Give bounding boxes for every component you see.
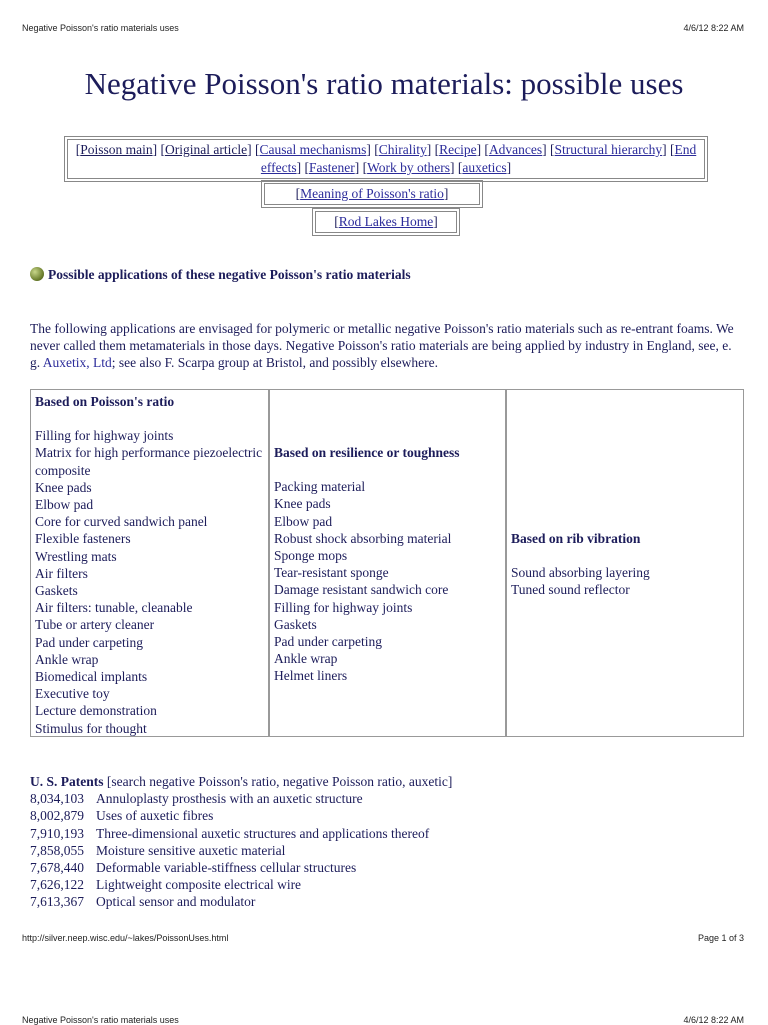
patent-row <box>30 807 750 824</box>
meaning-link[interactable]: Meaning of Poisson's ratio <box>300 186 444 201</box>
patent-number: 8,034,103 <box>30 791 84 807</box>
application-item: Elbow pad <box>35 497 94 513</box>
header-doc-title: Negative Poisson's ratio materials uses <box>22 23 179 33</box>
application-item: Tear-resistant sponge <box>274 565 389 581</box>
application-item: Air filters: tunable, cleanable <box>35 600 193 616</box>
application-item: Robust shock absorbing material <box>274 530 452 546</box>
application-item: Knee pads <box>35 479 92 495</box>
application-item: Gaskets <box>35 583 78 599</box>
intro-text-end: ; see also F. Scarpa group at Bristol, and possibly elsewhere. <box>111 355 438 370</box>
nav-link-chirality[interactable]: Chirality <box>378 142 427 157</box>
application-item: Packing material <box>274 479 366 495</box>
application-item: Matrix for high performance piezoelectric composite <box>35 445 263 478</box>
patents-title: U. S. Patents <box>30 774 104 789</box>
application-item: Wrestling mats <box>35 548 117 564</box>
nav-link-auxetics[interactable]: auxetics <box>462 160 507 175</box>
patents-heading-line <box>30 773 750 790</box>
nav-link-advances[interactable]: Advances <box>488 142 543 157</box>
application-list <box>274 478 501 684</box>
nav-link-end-effects[interactable]: End effects <box>260 142 697 175</box>
patent-row <box>30 876 750 893</box>
patent-row <box>30 893 750 910</box>
patent-number: 7,626,122 <box>30 877 84 893</box>
patent-row <box>30 859 750 876</box>
patent-number: 7,678,440 <box>30 860 84 876</box>
application-item: Tube or artery cleaner <box>35 617 155 633</box>
page-title: Negative Poisson's ratio materials: possible uses <box>84 66 684 101</box>
patent-title: Three-dimensional auxetic structures and applications thereof <box>96 825 430 841</box>
home-link-box: [Rod Lakes Home] <box>315 211 457 233</box>
patent-list <box>30 790 750 910</box>
nav-link-original-article[interactable]: Original article <box>165 142 248 157</box>
application-item: Knee pads <box>274 496 331 512</box>
application-item: Gaskets <box>274 616 317 632</box>
nav-link-poisson-main[interactable]: Poisson main <box>80 142 153 157</box>
patent-title: Moisture sensitive auxetic material <box>96 842 286 858</box>
patent-row <box>30 825 750 842</box>
application-item: Filling for highway joints <box>35 428 174 444</box>
application-list <box>35 427 264 737</box>
application-item: Flexible fasteners <box>35 531 131 547</box>
application-list <box>511 564 739 598</box>
patent-row <box>30 790 750 807</box>
applications-column-poisson <box>30 389 269 737</box>
application-item: Pad under carpeting <box>274 634 382 650</box>
nav-link-recipe[interactable]: Recipe <box>439 142 477 157</box>
patent-title: Lightweight composite electrical wire <box>96 877 302 893</box>
application-item: Core for curved sandwich panel <box>35 514 208 530</box>
application-item: Damage resistant sandwich core <box>274 582 449 598</box>
auxetix-link[interactable]: Auxetix, Ltd <box>42 355 112 370</box>
next-page-datetime: 4/6/12 8:22 AM <box>683 1015 744 1025</box>
column-heading: Based on resilience or toughness <box>274 445 460 460</box>
patent-number: 7,858,055 <box>30 842 84 858</box>
nav-link-fastener[interactable]: Fastener <box>308 160 355 175</box>
application-item: Helmet liners <box>274 668 348 684</box>
intro-paragraph <box>30 320 742 371</box>
patent-title: Annuloplasty prosthesis with an auxetic structure <box>96 791 363 807</box>
patents-section <box>30 773 750 911</box>
applications-column-toughness <box>269 389 506 737</box>
home-link[interactable]: Rod Lakes Home <box>338 214 434 229</box>
application-item: Sponge mops <box>274 548 348 564</box>
intro-text: The following applications are envisaged for polymeric or metallic negative Poisson's ratio materials such as re-entrant foams. We never called them metamaterials in those days. Negative Poisson's ratio materials are being applied by industry in England, see, e. g. <box>30 321 734 370</box>
patent-number: 7,613,367 <box>30 894 84 910</box>
nav-links-box: [Poisson main] [Original article] [Causal mechanisms] [Chirality] [Recipe] [Advances] [Structural hierarchy] [End effects] [Fastener] [Work by others] [auxetics] <box>67 139 705 179</box>
applications-table <box>30 389 746 739</box>
nav-link-work-by-others[interactable]: Work by others <box>367 160 450 175</box>
patent-number: 8,002,879 <box>30 808 84 824</box>
footer-url: http://silver.neep.wisc.edu/~lakes/PoissonUses.html <box>22 933 229 943</box>
applications-column-rib-vibration <box>506 389 744 737</box>
application-item: Biomedical implants <box>35 669 148 685</box>
application-item: Elbow pad <box>274 513 333 529</box>
section-heading-text: Possible applications of these negative Poisson's ratio materials <box>48 267 411 282</box>
application-item: Sound absorbing layering <box>511 565 650 581</box>
application-item: Filling for highway joints <box>274 599 413 615</box>
nav-link-structural-hierarchy[interactable]: Structural hierarchy <box>554 142 663 157</box>
patent-number: 7,910,193 <box>30 825 84 841</box>
header-datetime: 4/6/12 8:22 AM <box>683 23 744 33</box>
application-item: Lecture demonstration <box>35 703 157 719</box>
application-item: Tuned sound reflector <box>511 582 630 598</box>
patents-search-note: [search negative Poisson's ratio, negative Poisson ratio, auxetic] <box>106 774 453 789</box>
nav-link-causal-mechanisms[interactable]: Causal mechanisms <box>259 142 367 157</box>
application-item: Stimulus for thought <box>35 720 147 736</box>
patent-title: Optical sensor and modulator <box>96 894 256 910</box>
footer-page-label: Page 1 of 3 <box>697 933 744 943</box>
column-heading: Based on rib vibration <box>511 531 641 546</box>
column-heading: Based on Poisson's ratio <box>35 394 175 409</box>
green-ball-bullet-icon <box>30 267 44 281</box>
section-heading <box>30 267 411 283</box>
application-item: Pad under carpeting <box>35 634 143 650</box>
application-item: Executive toy <box>35 686 110 702</box>
application-item: Ankle wrap <box>35 651 99 667</box>
next-page-doc-title: Negative Poisson's ratio materials uses <box>22 1015 179 1025</box>
meaning-link-box: [Meaning of Poisson's ratio] <box>264 183 480 205</box>
patent-title: Uses of auxetic fibres <box>96 808 214 824</box>
patent-row <box>30 842 750 859</box>
application-item: Air filters <box>35 565 88 581</box>
application-item: Ankle wrap <box>274 651 338 667</box>
patent-title: Deformable variable-stiffness cellular structures <box>96 860 357 876</box>
